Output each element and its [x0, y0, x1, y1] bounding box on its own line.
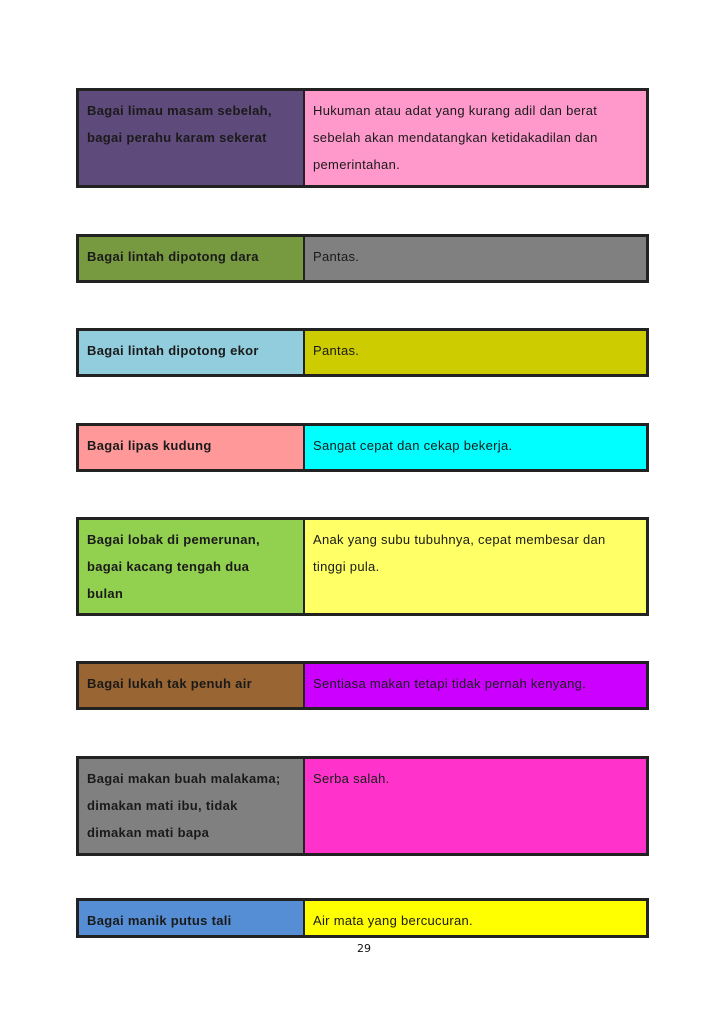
proverb-term: Bagai manik putus tali [79, 901, 305, 935]
proverb-term: Bagai limau masam sebelah, bagai perahu karam sekerat [79, 91, 305, 185]
proverb-row [76, 756, 649, 856]
proverb-meaning: Sangat cepat dan cekap bekerja. [305, 426, 646, 469]
proverb-term: Bagai lobak di pemerunan, bagai kacang tengah dua bulan [79, 520, 305, 613]
proverb-meaning: Pantas. [305, 331, 646, 374]
proverb-meaning: Hukuman atau adat yang kurang adil dan berat sebelah akan mendatangkan ketidakadilan dan pemerintahan. [305, 91, 646, 185]
proverb-term: Bagai makan buah malakama; dimakan mati ibu, tidak dimakan mati bapa [79, 759, 305, 853]
proverb-term: Bagai lintah dipotong ekor [79, 331, 305, 374]
proverb-row [76, 517, 649, 616]
proverb-term: Bagai lukah tak penuh air [79, 664, 305, 707]
proverb-row [76, 88, 649, 188]
proverb-row [76, 328, 649, 377]
proverb-row [76, 661, 649, 710]
proverb-meaning: Sentiasa makan tetapi tidak pernah kenyang. [305, 664, 646, 707]
proverb-meaning: Serba salah. [305, 759, 646, 853]
proverb-row [76, 898, 649, 938]
proverb-meaning: Anak yang subu tubuhnya, cepat membesar dan tinggi pula. [305, 520, 646, 613]
proverb-row [76, 423, 649, 472]
proverb-meaning: Pantas. [305, 237, 646, 280]
proverb-term: Bagai lipas kudung [79, 426, 305, 469]
proverb-row [76, 234, 649, 283]
proverb-meaning: Air mata yang bercucuran. [305, 901, 646, 935]
proverb-term: Bagai lintah dipotong dara [79, 237, 305, 280]
page-number: 29 [357, 942, 371, 955]
